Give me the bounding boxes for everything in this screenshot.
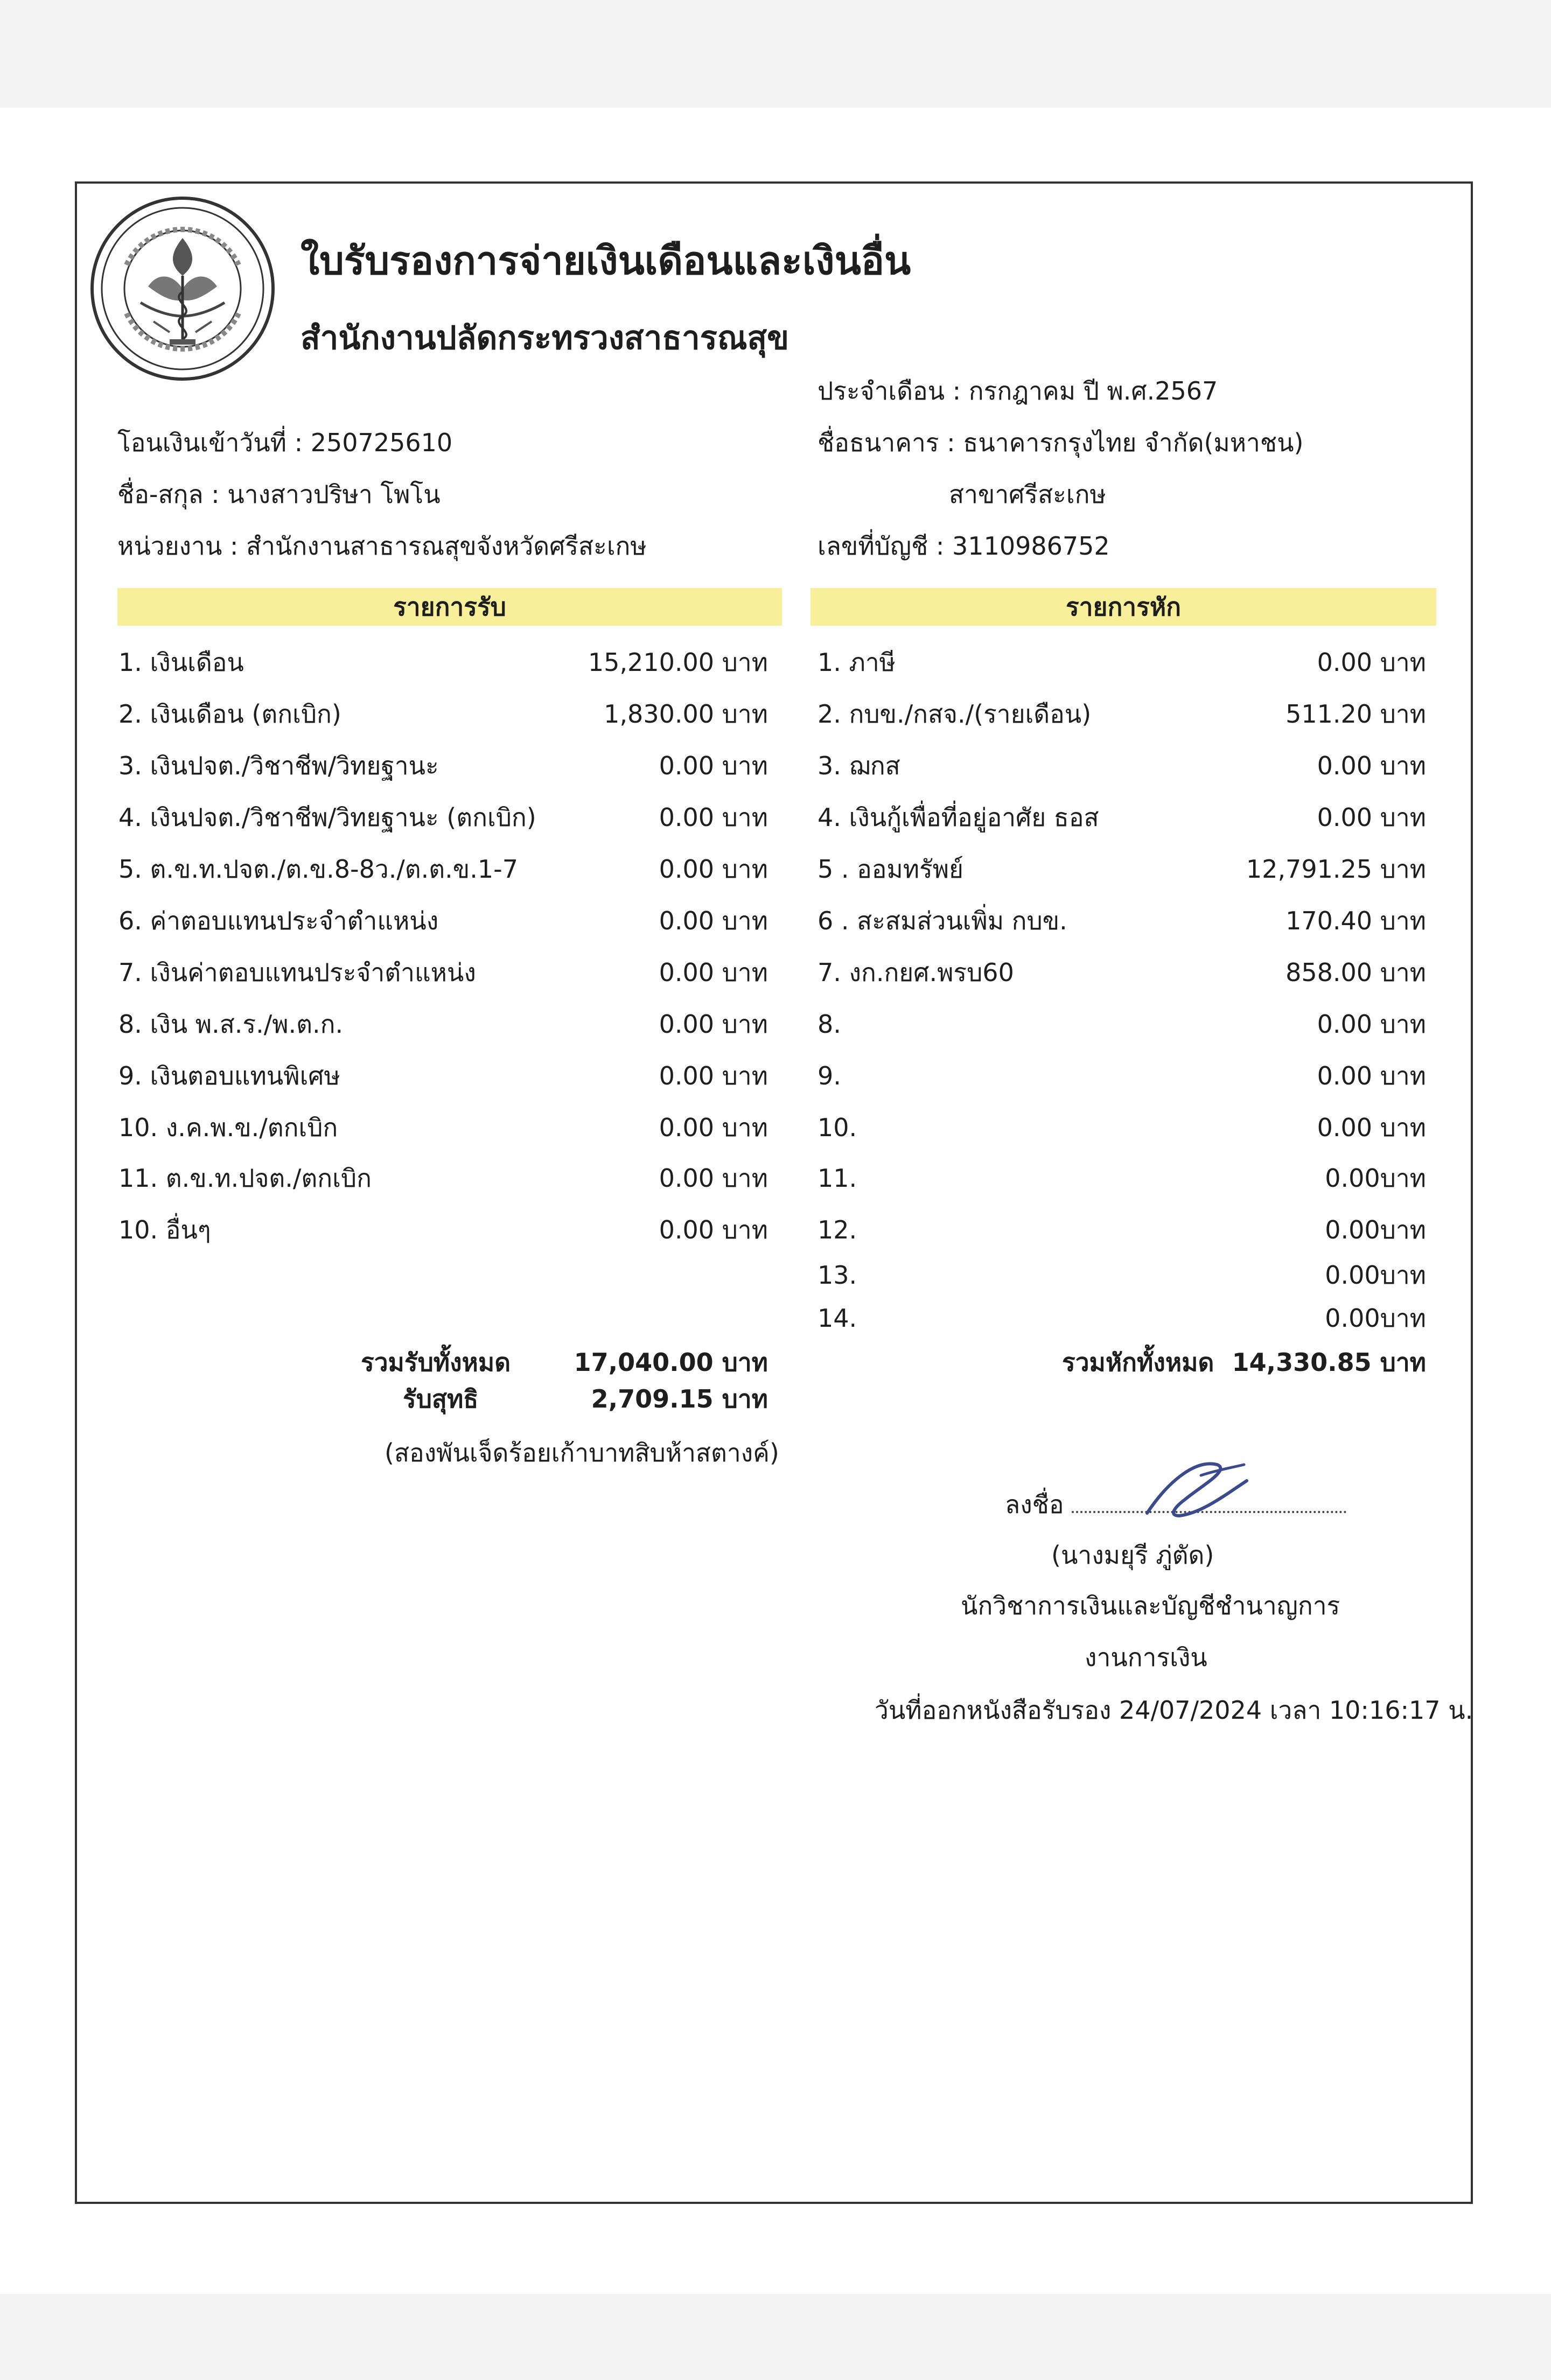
net-pay-label: รับสุทธิ bbox=[403, 1384, 479, 1413]
income-row bbox=[118, 698, 768, 730]
deduction-row bbox=[818, 1214, 1426, 1246]
document-subtitle: สำนักงานปลัดกระทรวงสาธารณสุข bbox=[301, 319, 790, 357]
deduction-item-amount: 0.00บาท bbox=[1325, 1164, 1426, 1193]
deduction-row bbox=[818, 1060, 1426, 1092]
deductions-total-amount: 14,330.85 บาท bbox=[1232, 1348, 1426, 1377]
income-item-amount: 0.00 บาท bbox=[659, 855, 768, 884]
deduction-item-label: 7. งก.กยศ.พรบ60 bbox=[818, 958, 1014, 987]
income-item-label: 3. เงินปจต./วิชาชีพ/วิทยฐานะ bbox=[118, 751, 439, 780]
deduction-row bbox=[818, 646, 1426, 678]
deduction-item-label: 10. bbox=[818, 1113, 857, 1142]
deduction-item-amount: 0.00 บาท bbox=[1317, 1061, 1426, 1090]
deduction-item-amount: 0.00บาท bbox=[1325, 1261, 1426, 1290]
deductions-total-row bbox=[1062, 1346, 1426, 1378]
income-row bbox=[118, 1111, 768, 1144]
income-total-amount: 17,040.00 บาท bbox=[574, 1348, 768, 1377]
deduction-item-amount: 0.00บาท bbox=[1325, 1215, 1426, 1244]
deduction-row bbox=[818, 1111, 1426, 1144]
income-item-amount: 15,210.00 บาท bbox=[588, 648, 768, 677]
net-pay-words: (สองพันเจ็ดร้อยเก้าบาทสิบห้าสตางค์) bbox=[385, 1438, 779, 1467]
employee-name: ชื่อ-สกุล : นางสาวปริษา โพโน bbox=[117, 480, 441, 509]
income-row bbox=[118, 750, 768, 782]
income-item-amount: 0.00 บาท bbox=[659, 1215, 768, 1244]
net-pay-row bbox=[403, 1383, 768, 1415]
deduction-row bbox=[818, 853, 1426, 885]
deduction-item-label: 4. เงินกู้เพื่อที่อยู่อาศัย ธอส bbox=[818, 803, 1099, 832]
deduction-row bbox=[818, 905, 1426, 937]
income-total-row bbox=[361, 1346, 768, 1378]
income-item-label: 10. อื่นๆ bbox=[118, 1215, 211, 1244]
deduction-item-label: 6 . สะสมส่วนเพิ่ม กบข. bbox=[818, 906, 1067, 935]
income-item-amount: 0.00 บาท bbox=[659, 1113, 768, 1142]
deduction-item-amount: 858.00 บาท bbox=[1285, 958, 1426, 987]
income-item-amount: 1,830.00 บาท bbox=[604, 699, 768, 729]
deduction-item-amount: 170.40 บาท bbox=[1285, 906, 1426, 935]
deduction-row bbox=[818, 1259, 1426, 1291]
deduction-item-label: 14. bbox=[818, 1304, 857, 1333]
deduction-item-amount: 0.00 บาท bbox=[1317, 751, 1426, 780]
pay-period: ประจำเดือน : กรกฎาคม ปี พ.ศ.2567 bbox=[818, 376, 1218, 405]
deduction-row bbox=[818, 1302, 1426, 1334]
work-unit: หน่วยงาน : สำนักงานสาธารณสุขจังหวัดศรีสะเกษ bbox=[117, 531, 647, 561]
deduction-item-amount: 0.00บาท bbox=[1325, 1304, 1426, 1333]
sign-label: ลงชื่อ bbox=[1005, 1490, 1064, 1519]
deduction-item-amount: 0.00 บาท bbox=[1317, 1010, 1426, 1039]
income-row bbox=[118, 1214, 768, 1246]
income-item-label: 1. เงินเดือน bbox=[118, 648, 244, 677]
deduction-item-amount: 0.00 บาท bbox=[1317, 803, 1426, 832]
deduction-item-label: 13. bbox=[818, 1261, 857, 1290]
deduction-item-label: 2. กบข./กสจ./(รายเดือน) bbox=[818, 699, 1092, 729]
deductions-header: รายการหัก bbox=[811, 588, 1436, 626]
transfer-date: โอนเงินเข้าวันที่ : 250725610 bbox=[117, 428, 453, 457]
income-row bbox=[118, 801, 768, 834]
ministry-seal-icon bbox=[89, 195, 276, 382]
income-item-label: 6. ค่าตอบแทนประจำตำแหน่ง bbox=[118, 906, 439, 935]
net-pay-amount: 2,709.15 บาท bbox=[591, 1384, 768, 1413]
deduction-row bbox=[818, 801, 1426, 834]
bank-name: ชื่อธนาคาร : ธนาคารกรุงไทย จำกัด(มหาชน) bbox=[818, 428, 1304, 457]
income-item-amount: 0.00 บาท bbox=[659, 1010, 768, 1039]
deduction-item-amount: 12,791.25 บาท bbox=[1246, 855, 1426, 884]
deduction-item-amount: 0.00 บาท bbox=[1317, 648, 1426, 677]
deduction-row bbox=[818, 1008, 1426, 1040]
income-item-label: 10. ง.ค.พ.ข./ตกเบิก bbox=[118, 1113, 338, 1142]
income-item-amount: 0.00 บาท bbox=[659, 803, 768, 832]
bank-branch: สาขาศรีสะเกษ bbox=[949, 480, 1106, 509]
signer-department: งานการเงิน bbox=[1085, 1643, 1207, 1672]
income-item-label: 9. เงินตอบแทนพิเศษ bbox=[118, 1061, 340, 1090]
income-total-label: รวมรับทั้งหมด bbox=[361, 1348, 511, 1377]
deductions-total-label: รวมหักทั้งหมด bbox=[1062, 1348, 1214, 1377]
income-row bbox=[118, 956, 768, 989]
account-number: เลขที่บัญชี : 3110986752 bbox=[818, 531, 1110, 561]
deduction-item-label: 1. ภาษี bbox=[818, 648, 896, 677]
income-row bbox=[118, 905, 768, 937]
income-row bbox=[118, 1008, 768, 1040]
income-header: รายการรับ bbox=[117, 588, 782, 626]
income-item-amount: 0.00 บาท bbox=[659, 1164, 768, 1193]
income-item-amount: 0.00 บาท bbox=[659, 751, 768, 780]
income-item-amount: 0.00 บาท bbox=[659, 906, 768, 935]
income-item-label: 2. เงินเดือน (ตกเบิก) bbox=[118, 699, 341, 729]
income-row bbox=[118, 1060, 768, 1092]
deduction-item-label: 11. bbox=[818, 1164, 857, 1193]
document-title: ใบรับรองการจ่ายเงินเดือนและเงินอื่น bbox=[301, 238, 911, 283]
signer-position: นักวิชาการเงินและบัญชีชำนาญการ bbox=[961, 1591, 1340, 1620]
deduction-item-amount: 0.00 บาท bbox=[1317, 1113, 1426, 1142]
income-item-label: 8. เงิน พ.ส.ร./พ.ต.ก. bbox=[118, 1010, 344, 1039]
income-item-label: 4. เงินปจต./วิชาชีพ/วิทยฐานะ (ตกเบิก) bbox=[118, 803, 536, 832]
deduction-item-label: 9. bbox=[818, 1061, 841, 1090]
deduction-row bbox=[818, 698, 1426, 730]
signer-name: (นางมยุรี ภู่ตัด) bbox=[1051, 1541, 1214, 1570]
deduction-item-label: 3. ฌกส bbox=[818, 751, 900, 780]
income-item-label: 11. ต.ข.ท.ปจต./ตกเบิก bbox=[118, 1164, 372, 1193]
deduction-item-label: 8. bbox=[818, 1010, 841, 1039]
income-item-label: 7. เงินค่าตอบแทนประจำตำแหน่ง bbox=[118, 958, 476, 987]
signature-scribble bbox=[1136, 1448, 1255, 1524]
income-item-amount: 0.00 บาท bbox=[659, 1061, 768, 1090]
income-row bbox=[118, 853, 768, 885]
income-row bbox=[118, 1162, 768, 1194]
deduction-row bbox=[818, 1162, 1426, 1194]
deduction-item-amount: 511.20 บาท bbox=[1285, 699, 1426, 729]
income-row bbox=[118, 646, 768, 678]
deduction-row bbox=[818, 956, 1426, 989]
income-item-amount: 0.00 บาท bbox=[659, 958, 768, 987]
issued-datetime: วันที่ออกหนังสือรับรอง 24/07/2024 เวลา 10:16:17 น. bbox=[875, 1696, 1473, 1725]
deduction-item-label: 5 . ออมทรัพย์ bbox=[818, 855, 964, 884]
deduction-item-label: 12. bbox=[818, 1215, 857, 1244]
deduction-row bbox=[818, 750, 1426, 782]
income-item-label: 5. ต.ข.ท.ปจต./ต.ข.8-8ว./ต.ต.ข.1-7 bbox=[118, 855, 518, 884]
